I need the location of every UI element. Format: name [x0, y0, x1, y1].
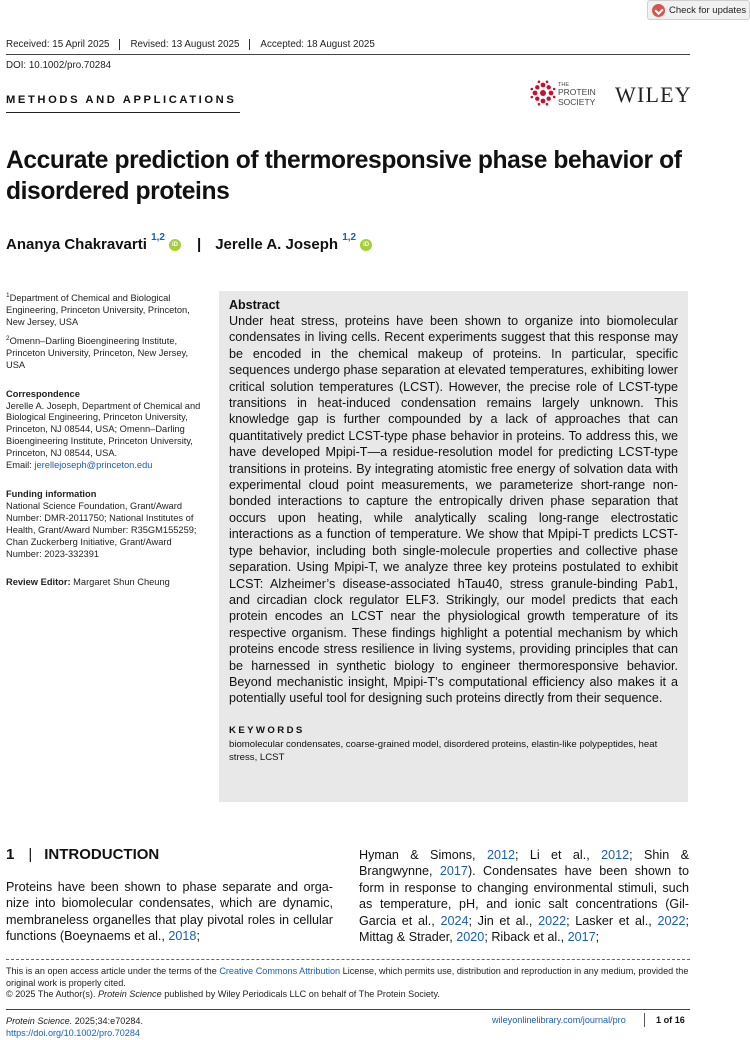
author-name[interactable]: Ananya Chakravarti	[6, 236, 147, 253]
citation-link[interactable]: 2017	[439, 864, 468, 879]
affiliation-number: 2	[6, 334, 10, 342]
citation-link[interactable]: 2022	[657, 913, 686, 928]
check-for-updates-button[interactable]	[647, 0, 750, 20]
section-label: METHODS AND APPLICATIONS	[6, 94, 237, 106]
intro-column-right	[359, 847, 689, 945]
correspondence-email-line	[6, 460, 204, 472]
keywords-text: biomolecular condensates, coarse-grained model, disordered proteins, elastin-like polypeptides, heat stress, LCST	[229, 738, 658, 763]
section-number: 1	[6, 846, 15, 863]
license-divider	[6, 959, 690, 960]
footer-journal: Protein Science.	[6, 1016, 73, 1026]
received-date: Received: 15 April 2025	[6, 39, 110, 50]
author-name[interactable]: Jerelle A. Joseph	[215, 236, 339, 253]
footer-citation	[6, 1015, 143, 1039]
protein-society-logo	[530, 80, 556, 106]
footer-divider	[6, 1009, 690, 1010]
check-updates-icon	[652, 4, 665, 17]
citation-link[interactable]: 2022	[538, 913, 567, 928]
abstract-heading: Abstract	[229, 298, 280, 312]
header-divider	[6, 54, 690, 55]
citation-link[interactable]: 2020	[456, 930, 485, 945]
protein-society-wordmark	[558, 82, 596, 107]
affiliation	[6, 333, 204, 372]
review-editor-label: Review Editor:	[6, 577, 71, 588]
orcid-icon[interactable]: iD	[169, 239, 181, 251]
citation-link[interactable]: 2024	[440, 913, 469, 928]
funding-text: National Science Foundation, Grant/Award Number: DMR-2011750; National Institutes of Health, Grant/Award Number: R35GM155259; Chan Zuckerberg Initiative, Grant/Award Number: 2023-332391	[6, 500, 197, 559]
article-doi[interactable]: DOI: 10.1002/pro.70284	[6, 60, 112, 71]
intro-column-left	[6, 879, 333, 945]
revised-date: Revised: 13 August 2025	[119, 39, 249, 50]
check-updates-label: Check for updates	[669, 4, 747, 16]
copyright-journal: Protein Science	[97, 989, 162, 999]
email-label: Email:	[6, 460, 32, 471]
body-text: ; Li et al.,	[514, 848, 602, 862]
affiliation-number: 1	[6, 292, 10, 299]
affiliation-text: Department of Chemical and Biological Engineering, Princeton University, Princeton, New Jersey, USA	[6, 293, 190, 327]
body-text: ;	[196, 929, 200, 944]
license-link[interactable]: Creative Commons Attribution	[219, 966, 341, 976]
body-text: ; Jin et al.,	[468, 913, 539, 928]
author-separator: |	[196, 236, 202, 253]
author-affiliation-sup: 1,2	[342, 232, 357, 243]
accepted-date: Accepted: 18 August 2025	[249, 39, 384, 50]
section-title: INTRODUCTION	[44, 846, 160, 863]
review-editor-name: Margaret Shun Cheung	[73, 577, 170, 588]
correspondence-heading: Correspondence	[6, 388, 80, 399]
body-text: Hyman & Simons,	[359, 848, 487, 862]
society-small-word: THE	[558, 82, 569, 88]
body-text: ;	[595, 930, 600, 945]
article-dates	[6, 39, 385, 50]
author-affiliation-sup: 1,2	[151, 232, 165, 243]
author-list	[6, 232, 372, 253]
society-line2: SOCIETY	[558, 96, 596, 107]
correspondence-email-link[interactable]: jerellejoseph@princeton.edu	[34, 460, 153, 471]
body-text: ; Shin & Brangwynne,	[359, 848, 690, 879]
section-underline	[6, 112, 240, 113]
body-text: ; Riback et al.,	[484, 930, 568, 945]
footer-site-link[interactable]: wileyonlinelibrary.com/journal/pro	[492, 1015, 626, 1025]
correspondence-text: Jerelle A. Joseph, Department of Chemical and Biological Engineering, Princeton University, Princeton, NJ 08544, USA; Omenn–Darling Bioengineering Institute, Princeton University, Princeton, NJ 08544, USA.	[6, 400, 201, 459]
copyright-notice	[6, 989, 440, 999]
citation-link[interactable]: 2018	[168, 929, 197, 944]
affiliation-text: Omenn–Darling Bioengineering Institute, Princeton University, Princeton, New Jersey, USA	[6, 335, 189, 370]
citation-link[interactable]: 2017	[567, 930, 596, 945]
license-text: License, which permits use, distribution and reproduction in any medium, provided the original work is properly cited.	[6, 966, 689, 988]
body-text: Proteins have been shown to phase separate and organize into biomolecular condensates, which are dynamic, membraneless organelles that play pivotal roles in cellular functions (Boeynaems et al.,	[6, 880, 333, 944]
footer-separator	[644, 1013, 645, 1027]
license-text: This is an open access article under the terms of the	[6, 966, 220, 976]
body-text: ; Mittag & Strader,	[359, 913, 689, 945]
keywords-heading: KEYWORDS	[229, 724, 305, 736]
orcid-icon[interactable]: iD	[360, 239, 372, 251]
funding-heading: Funding information	[6, 488, 97, 499]
article-title: Accurate prediction of thermoresponsive phase behavior of disordered proteins	[6, 147, 682, 205]
body-text: ; Lasker et al.,	[566, 913, 658, 928]
body-text: ). Condensates have been shown to form in response to changing environmental stimuli, such as temperature, pH, and ionic salt concentrations (Gil-Garcia et al.,	[359, 864, 689, 928]
license-notice	[6, 965, 690, 989]
affiliation	[6, 290, 204, 329]
wiley-logo: WILEY	[615, 82, 692, 107]
section-bar: |	[28, 846, 33, 863]
footer-volume: 2025;34:e70284.	[72, 1016, 144, 1026]
citation-link[interactable]: 2012	[601, 848, 630, 862]
article-info-sidebar	[6, 290, 204, 589]
society-line1: PROTEIN	[558, 87, 596, 97]
abstract-text: Under heat stress, proteins have been shown to organize into biomolecular condensates in living cells. Recent experiments suggest that this response may be encoded in the chemical makeup of proteins. In particular, specific sequences undergo phase separation at elevated temperatures, exhibiting lower critical solution temperatures (LCST). However, the precise role of LCST-type transitions in heat-induced condensation remains largely unknown. This knowledge gap is further compounded by a lack of approaches that can quantitatively predict LCST-type phase behavior in proteins. To address this, we have developed Mpipi-T—a residue-resolution model for predicting LCST-type transitions in proteins. By integrating atomistic free energy of solvation data with experimental cloud point measurements, we parameterize short-range non-bonded interactions to capture the entropically driven phase separation that occurs upon heating, while analytically scaling long-range electrostatic interactions as a function of temperature. We show that Mpipi-T predicts LCST-type behavior, including both single-molecule properties and collective phase separation. Using Mpipi-T, we analyze three key proteins postulated to exhibit LCST: Alzheimer’s disease-associated hTau40, stress granule-binding Pab1, and circadian clock regulator ELF3. Strikingly, our model predicts that each protein encodes an LCST near the physiological growth temperature of its respective organism. These findings highlight a potential mechanism by which proteins encode stress resilience in living systems, providing principles that can be harnessed in synthetic biology to engineer thermoresponsive behavior. Beyond mechanistic insight, Mpipi-T’s computational efficiency also makes it a potentially useful tool for designing such proteins directly from their sequence.	[229, 314, 678, 706]
abstract-box	[219, 291, 688, 802]
footer-doi-link[interactable]: https://doi.org/10.1002/pro.70284	[6, 1028, 140, 1038]
introduction-heading	[6, 846, 159, 863]
citation-link[interactable]: 2012	[486, 848, 515, 862]
copyright-text: © 2025 The Author(s).	[6, 989, 98, 999]
review-editor-line	[6, 577, 204, 589]
copyright-text: published by Wiley Periodicals LLC on behalf of The Protein Society.	[161, 989, 440, 999]
page-number: 1 of 16	[656, 1015, 685, 1025]
